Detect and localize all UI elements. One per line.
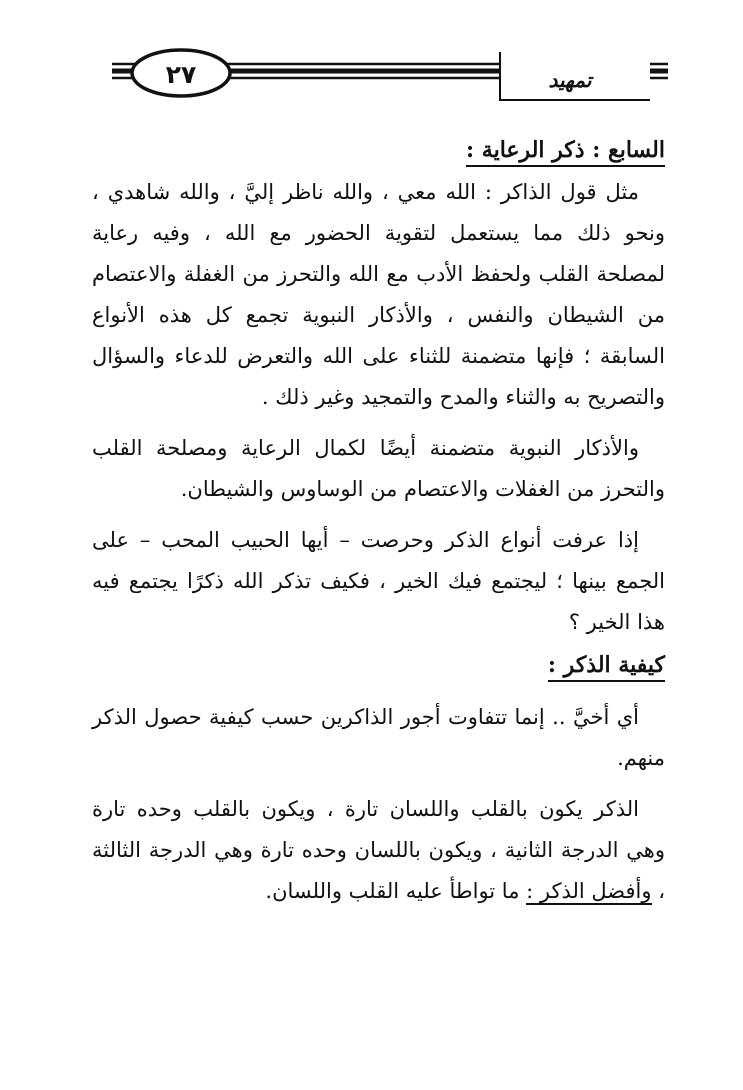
paragraph-question: إذا عرفت أنواع الذكر وحرصت – أيها الحبيب المحب – على الجمع بينها ؛ ليجتمع فيك الخير ، فكيف تذكر الله ذكرًا يجتمع فيه هذا الخير ؟ <box>92 528 665 634</box>
paragraph-kayfiyya-2: الذكر يكون بالقلب واللسان تارة ، ويكون بالقلب وحده تارة وهي الدرجة الثانية ، ويكون باللسان وحده تارة وهي الدرجة الثالثة ، وأفضل الذكر : ما تواطأ عليه القلب واللسان. <box>92 797 665 903</box>
page-header <box>0 0 743 110</box>
page-number: ٢٧ <box>165 60 197 89</box>
section-heading-kayfiyya: كيفية الذكر : <box>92 643 665 687</box>
running-head: تمهيد <box>548 68 592 92</box>
underlined-phrase: وأفضل الذكر : <box>526 879 652 903</box>
paragraph-adhkar: والأذكار النبوية متضمنة أيضًا لكمال الرعاية ومصلحة القلب والتحرز من الغفلات والاعتصام من الوساوس والشيطان. <box>92 436 665 501</box>
page-body <box>92 128 665 912</box>
paragraph-kayfiyya-1: أي أخيَّ .. إنما تتفاوت أجور الذاكرين حسب كيفية حصول الذكر منهم. <box>92 705 665 770</box>
section-heading-seventh: السابع : ذكر الرعاية : <box>92 128 665 172</box>
header-rule-ornament <box>0 0 743 110</box>
paragraph-seventh: مثل قول الذاكر : الله معي ، والله ناظر إليَّ ، والله شاهدي ، ونحو ذلك مما يستعمل لتقوية الحضور مع الله ، وفيه رعاية لمصلحة القلب ولحفظ الأدب مع الله والتحرز من الغفلة والاعتصام من الشيطان والنفس ، والأذكار النبوية تجمع كل هذه الأنواع السابقة ؛ فإنها متضمنة للثناء على الله والتعرض للدعاء والسؤال والتصريح به والثناء والمدح والتمجيد وغير ذلك . <box>92 180 665 409</box>
